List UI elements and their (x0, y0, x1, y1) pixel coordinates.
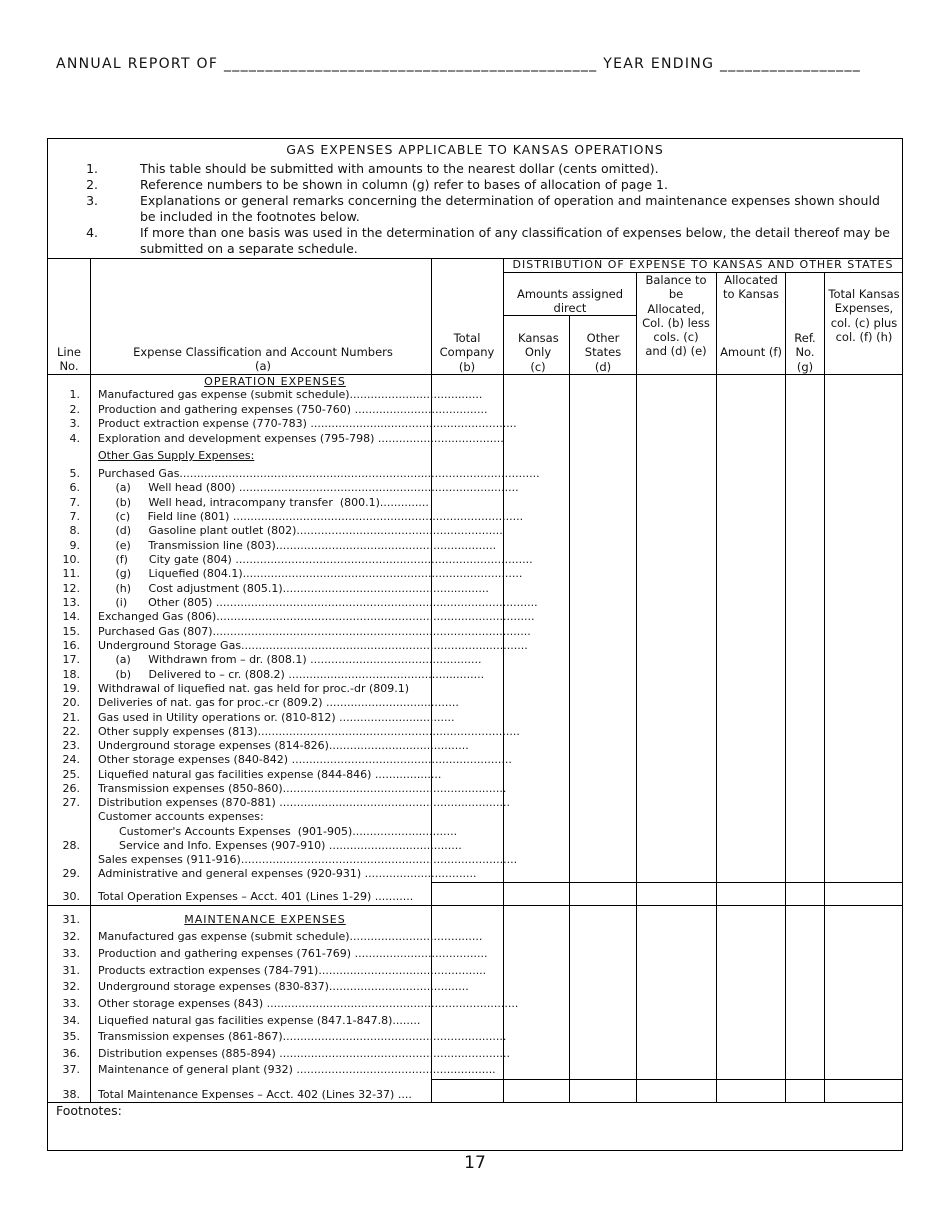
row-label: Production and gathering expenses (750-760) ...................................... (98, 403, 488, 416)
instruction-number: 3. (86, 193, 98, 208)
classification-header: Expense Classification and Account Numbers (a) (133, 345, 393, 374)
row-label: Manufactured gas expense (submit schedule)...................................... (98, 930, 483, 943)
instruction-number: 4. (86, 225, 98, 240)
line-number: 7. (69, 496, 80, 509)
ref-no-header: Ref. No. (g) (794, 331, 816, 374)
report-header: ANNUAL REPORT OF _____________________________________________ YEAR ENDING _________________ (56, 56, 862, 72)
row-label: Product extraction expense (770-783) ........................................................... (98, 417, 517, 430)
line-number: 35. (62, 1030, 80, 1043)
line-number: 24. (62, 753, 80, 766)
row-label: Underground storage expenses (814-826)........................................ (98, 739, 469, 752)
line-number: 11. (62, 567, 80, 580)
line-no-header: Line No. (57, 345, 81, 374)
line-number: 31. (62, 913, 80, 926)
line-number: 28. (62, 839, 80, 852)
line-number: 38. (62, 1088, 80, 1101)
row-label: (a) Well head (800) ................................................................................ (98, 481, 519, 494)
row-label: (g) Liquefied (804.1)................................................................................ (98, 567, 523, 580)
row-label: (f) City gate (804) ..................................................................................... (98, 553, 533, 566)
line-number: 7. (69, 510, 80, 523)
row-label: Products extraction expenses (784-791)................................................ (98, 964, 487, 977)
line-number: 27. (62, 796, 80, 809)
instruction-number: 2. (86, 177, 98, 192)
rule-total-maint-bottom (48, 1102, 903, 1103)
line-number: 19. (62, 682, 80, 695)
line-number: 13. (62, 596, 80, 609)
row-label: (b) Delivered to – cr. (808.2) ........................................................ (98, 668, 485, 681)
row-label: Exploration and development expenses (795-798) .................................... (98, 432, 504, 445)
row-label: Administrative and general expenses (920-931) ................................ (98, 867, 477, 880)
line-number: 12. (62, 582, 80, 595)
row-label: Other supply expenses (813)........................................................................... (98, 725, 520, 738)
line-number: 31. (62, 964, 80, 977)
row-label: Transmission expenses (850-860)................................................................ (98, 782, 507, 795)
line-number: 36. (62, 1047, 80, 1060)
line-number: 22. (62, 725, 80, 738)
line-number: 2. (69, 403, 80, 416)
row-label: Total Maintenance Expenses – Acct. 402 (Lines 32-37) .... (98, 1088, 412, 1101)
line-number: 1. (69, 388, 80, 401)
line-number: 4. (69, 432, 80, 445)
row-label: Distribution expenses (885-894) .................................................................. (98, 1047, 511, 1060)
col-divider-c (569, 315, 570, 1102)
line-number: 10. (62, 553, 80, 566)
row-label: Purchased Gas (807)........................................................................................... (98, 625, 531, 638)
row-label: (c) Field line (801) ................................................................................... (98, 510, 524, 523)
row-label: Manufactured gas expense (submit schedule)...................................... (98, 388, 483, 401)
row-label: Liquefied natural gas facilities expense (847.1-847.8)........ (98, 1014, 421, 1027)
kansas-only-header: Kansas Only (c) (518, 331, 559, 374)
row-label: Sales expenses (911-916)............................................................................... (98, 853, 518, 866)
row-label: Withdrawal of liquefied nat. gas held for proc.-dr (809.1) (98, 682, 410, 695)
total-company-header: Total Company (b) (439, 331, 495, 374)
line-number: 5. (69, 467, 80, 480)
line-number: 17. (62, 653, 80, 666)
line-number: 15. (62, 625, 80, 638)
line-number: 26. (62, 782, 80, 795)
line-number: 8. (69, 524, 80, 537)
maintenance-section-title: MAINTENANCE EXPENSES (184, 913, 346, 926)
line-number: 3. (69, 417, 80, 430)
amount-header: Amount (f) (720, 345, 782, 359)
line-number: 14. (62, 610, 80, 623)
row-label: Deliveries of nat. gas for proc.-cr (809.2) ...................................... (98, 696, 459, 709)
distribution-header: DISTRIBUTION OF EXPENSE TO KANSAS AND OTHER STATES (512, 258, 894, 271)
line-number: 9. (69, 539, 80, 552)
line-number: 23. (62, 739, 80, 752)
line-number: 37. (62, 1063, 80, 1076)
row-label: Underground storage expenses (830-837)........................................ (98, 980, 469, 993)
col-divider-e (716, 272, 717, 1102)
line-number: 20. (62, 696, 80, 709)
line-number: 29. (62, 867, 80, 880)
instruction-text: Explanations or general remarks concerning the determination of operation and maintenance expenses shown should be included in the footnotes below. (140, 193, 880, 224)
allocated-header: Allocated to Kansas (723, 273, 779, 302)
row-label: (a) Withdrawn from – dr. (808.1) ................................................. (98, 653, 482, 666)
line-number: 30. (62, 890, 80, 903)
col-divider-b (503, 258, 504, 1102)
col-divider-line (90, 258, 91, 1102)
line-number: 25. (62, 768, 80, 781)
row-label: Maintenance of general plant (932) ......................................................... (98, 1063, 496, 1076)
row-label: Other storage expenses (840-842) ............................................................... (98, 753, 512, 766)
line-number: 21. (62, 711, 80, 724)
line-number: 34. (62, 1014, 80, 1027)
line-number: 16. (62, 639, 80, 652)
instruction-number: 1. (86, 161, 98, 176)
line-number: 6. (69, 481, 80, 494)
row-label: Distribution expenses (870-881) .................................................................. (98, 796, 511, 809)
row-label: Gas used in Utility operations or. (810-812) ................................. (98, 711, 455, 724)
row-label: Transmission expenses (861-867)................................................................ (98, 1030, 507, 1043)
col-divider-f (785, 272, 786, 1102)
footnotes-label: Footnotes: (56, 1103, 122, 1118)
rule-total-op-top (431, 882, 903, 883)
row-label: Total Operation Expenses – Acct. 401 (Lines 1-29) ........... (98, 890, 414, 903)
table-title: GAS EXPENSES APPLICABLE TO KANSAS OPERATIONS (286, 142, 664, 157)
row-label: Exchanged Gas (806)........................................................................................... (98, 610, 535, 623)
gas-expenses-table (47, 138, 903, 1151)
line-number: 33. (62, 997, 80, 1010)
row-label: (d) Gasoline plant outlet (802)........................................................... (98, 524, 503, 537)
instruction-text: If more than one basis was used in the determination of any classification of expenses below, the detail thereof may be submitted on a separate schedule. (140, 225, 890, 256)
other-states-header: Other States (d) (584, 331, 622, 374)
instruction-text: Reference numbers to be shown in column (g) refer to bases of allocation of page 1. (140, 177, 668, 192)
line-number: 18. (62, 668, 80, 681)
row-label: Underground Storage Gas.................................................................................. (98, 639, 528, 652)
row-label: (e) Transmission line (803)............................................................... (98, 539, 497, 552)
col-divider-d (636, 272, 637, 1102)
line-number: 32. (62, 930, 80, 943)
row-label: Production and gathering expenses (761-769) ...................................... (98, 947, 488, 960)
operation-section-title: OPERATION EXPENSES (204, 375, 346, 388)
rule-total-op-bottom (48, 905, 903, 906)
row-label: (i) Other (805) ............................................................................................ (98, 596, 538, 609)
row-label: Other storage expenses (843) ........................................................................ (98, 997, 519, 1010)
row-label: Liquefied natural gas facilities expense (844-846) ................... (98, 768, 442, 781)
row-label: (h) Cost adjustment (805.1)........................................................... (98, 582, 489, 595)
row-label: Purchased Gas....................................................................................................... (98, 467, 540, 480)
page-number: 17 (464, 1153, 486, 1173)
amounts-assigned-header: Amounts assigned direct (516, 287, 624, 316)
row-label: Other Gas Supply Expenses: (98, 449, 255, 462)
line-number: 32. (62, 980, 80, 993)
instruction-text: This table should be submitted with amounts to the nearest dollar (cents omitted). (140, 161, 659, 176)
balance-header: Balance to be Allocated, Col. (b) less cols. (c) and (d) (e) (642, 273, 710, 359)
row-label: Customer's Accounts Expenses (901-905).............................. (98, 825, 458, 838)
total-kansas-header: Total Kansas Expenses, col. (c) plus col. (f) (h) (828, 287, 900, 344)
row-label: Customer accounts expenses: (98, 810, 264, 823)
row-label: (b) Well head, intracompany transfer (800.1).............. (98, 496, 429, 509)
col-divider-g (824, 272, 825, 1102)
row-label: Service and Info. Expenses (907-910) ...................................... (98, 839, 462, 852)
rule-total-maint-top (431, 1079, 903, 1080)
line-number: 33. (62, 947, 80, 960)
